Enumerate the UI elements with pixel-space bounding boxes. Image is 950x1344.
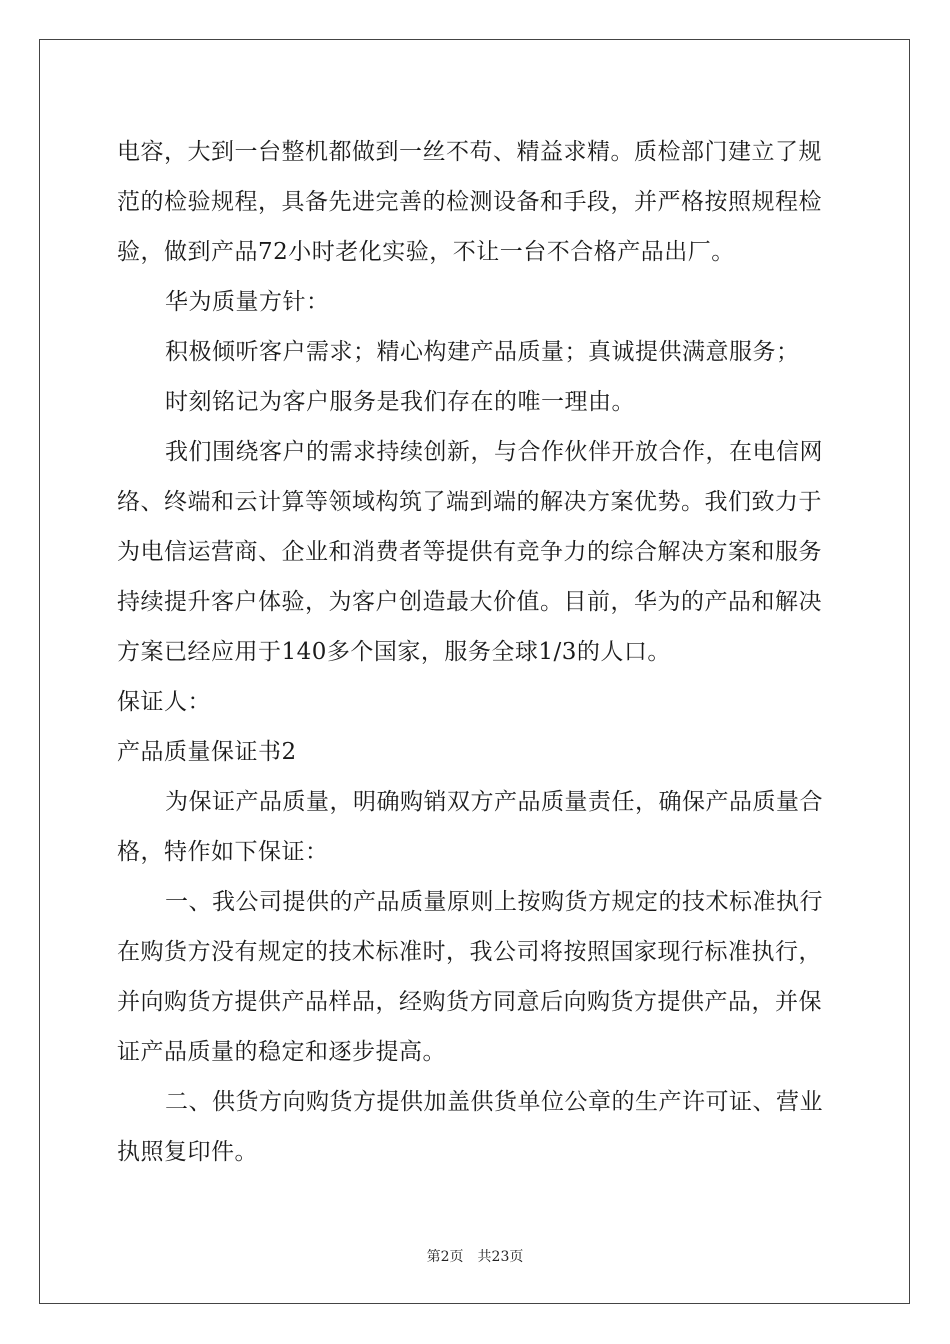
- text-line: 积极倾听客户需求；精心构建产品质量；真诚提供满意服务；: [165, 339, 800, 365]
- guarantor-label: 保证人：: [117, 689, 211, 715]
- text-line: 为保证产品质量，明确购销双方产品质量责任，确保产品质量合: [165, 789, 823, 815]
- text-line: 华为质量方针：: [165, 289, 330, 315]
- text-line: 持续提升客户体验，为客户创造最大价值。目前，华为的产品和解决: [117, 589, 822, 615]
- text-line: 络、终端和云计算等领域构筑了端到端的解决方案优势。我们致力于: [117, 489, 822, 515]
- text-line: 时刻铭记为客户服务是我们存在的唯一理由。: [165, 389, 635, 415]
- text-line: 电容，大到一台整机都做到一丝不苟、精益求精。质检部门建立了规: [117, 139, 822, 165]
- text-line: 一、我公司提供的产品质量原则上按购货方规定的技术标准执行: [165, 889, 823, 915]
- text-line: 为电信运营商、企业和消费者等提供有竞争力的综合解决方案和服务: [117, 539, 822, 565]
- section-title: 产品质量保证书2: [117, 739, 297, 765]
- page-number: 第2页: [426, 1249, 464, 1265]
- text-line: 范的检验规程，具备先进完善的检测设备和手段，并严格按照规程检: [117, 189, 822, 215]
- text-line: 方案已经应用于140多个国家，服务全球1/3的人口。: [117, 639, 671, 665]
- text-line: 验，做到产品72小时老化实验，不让一台不合格产品出厂。: [117, 239, 735, 265]
- text-line: 格，特作如下保证：: [117, 839, 329, 865]
- document-body: [117, 127, 833, 1177]
- page-footer: [0, 1246, 950, 1266]
- text-line: 证产品质量的稳定和逐步提高。: [117, 1039, 446, 1065]
- text-line: 我们围绕客户的需求持续创新，与合作伙伴开放合作，在电信网: [165, 439, 823, 465]
- text-line: 并向购货方提供产品样品，经购货方同意后向购货方提供产品，并保: [117, 989, 822, 1015]
- text-line: 二、供货方向购货方提供加盖供货单位公章的生产许可证、营业: [165, 1089, 823, 1115]
- text-line: 执照复印件。: [117, 1139, 258, 1165]
- page-total: 共23页: [477, 1249, 524, 1265]
- text-line: 在购货方没有规定的技术标准时，我公司将按照国家现行标准执行，: [117, 939, 822, 965]
